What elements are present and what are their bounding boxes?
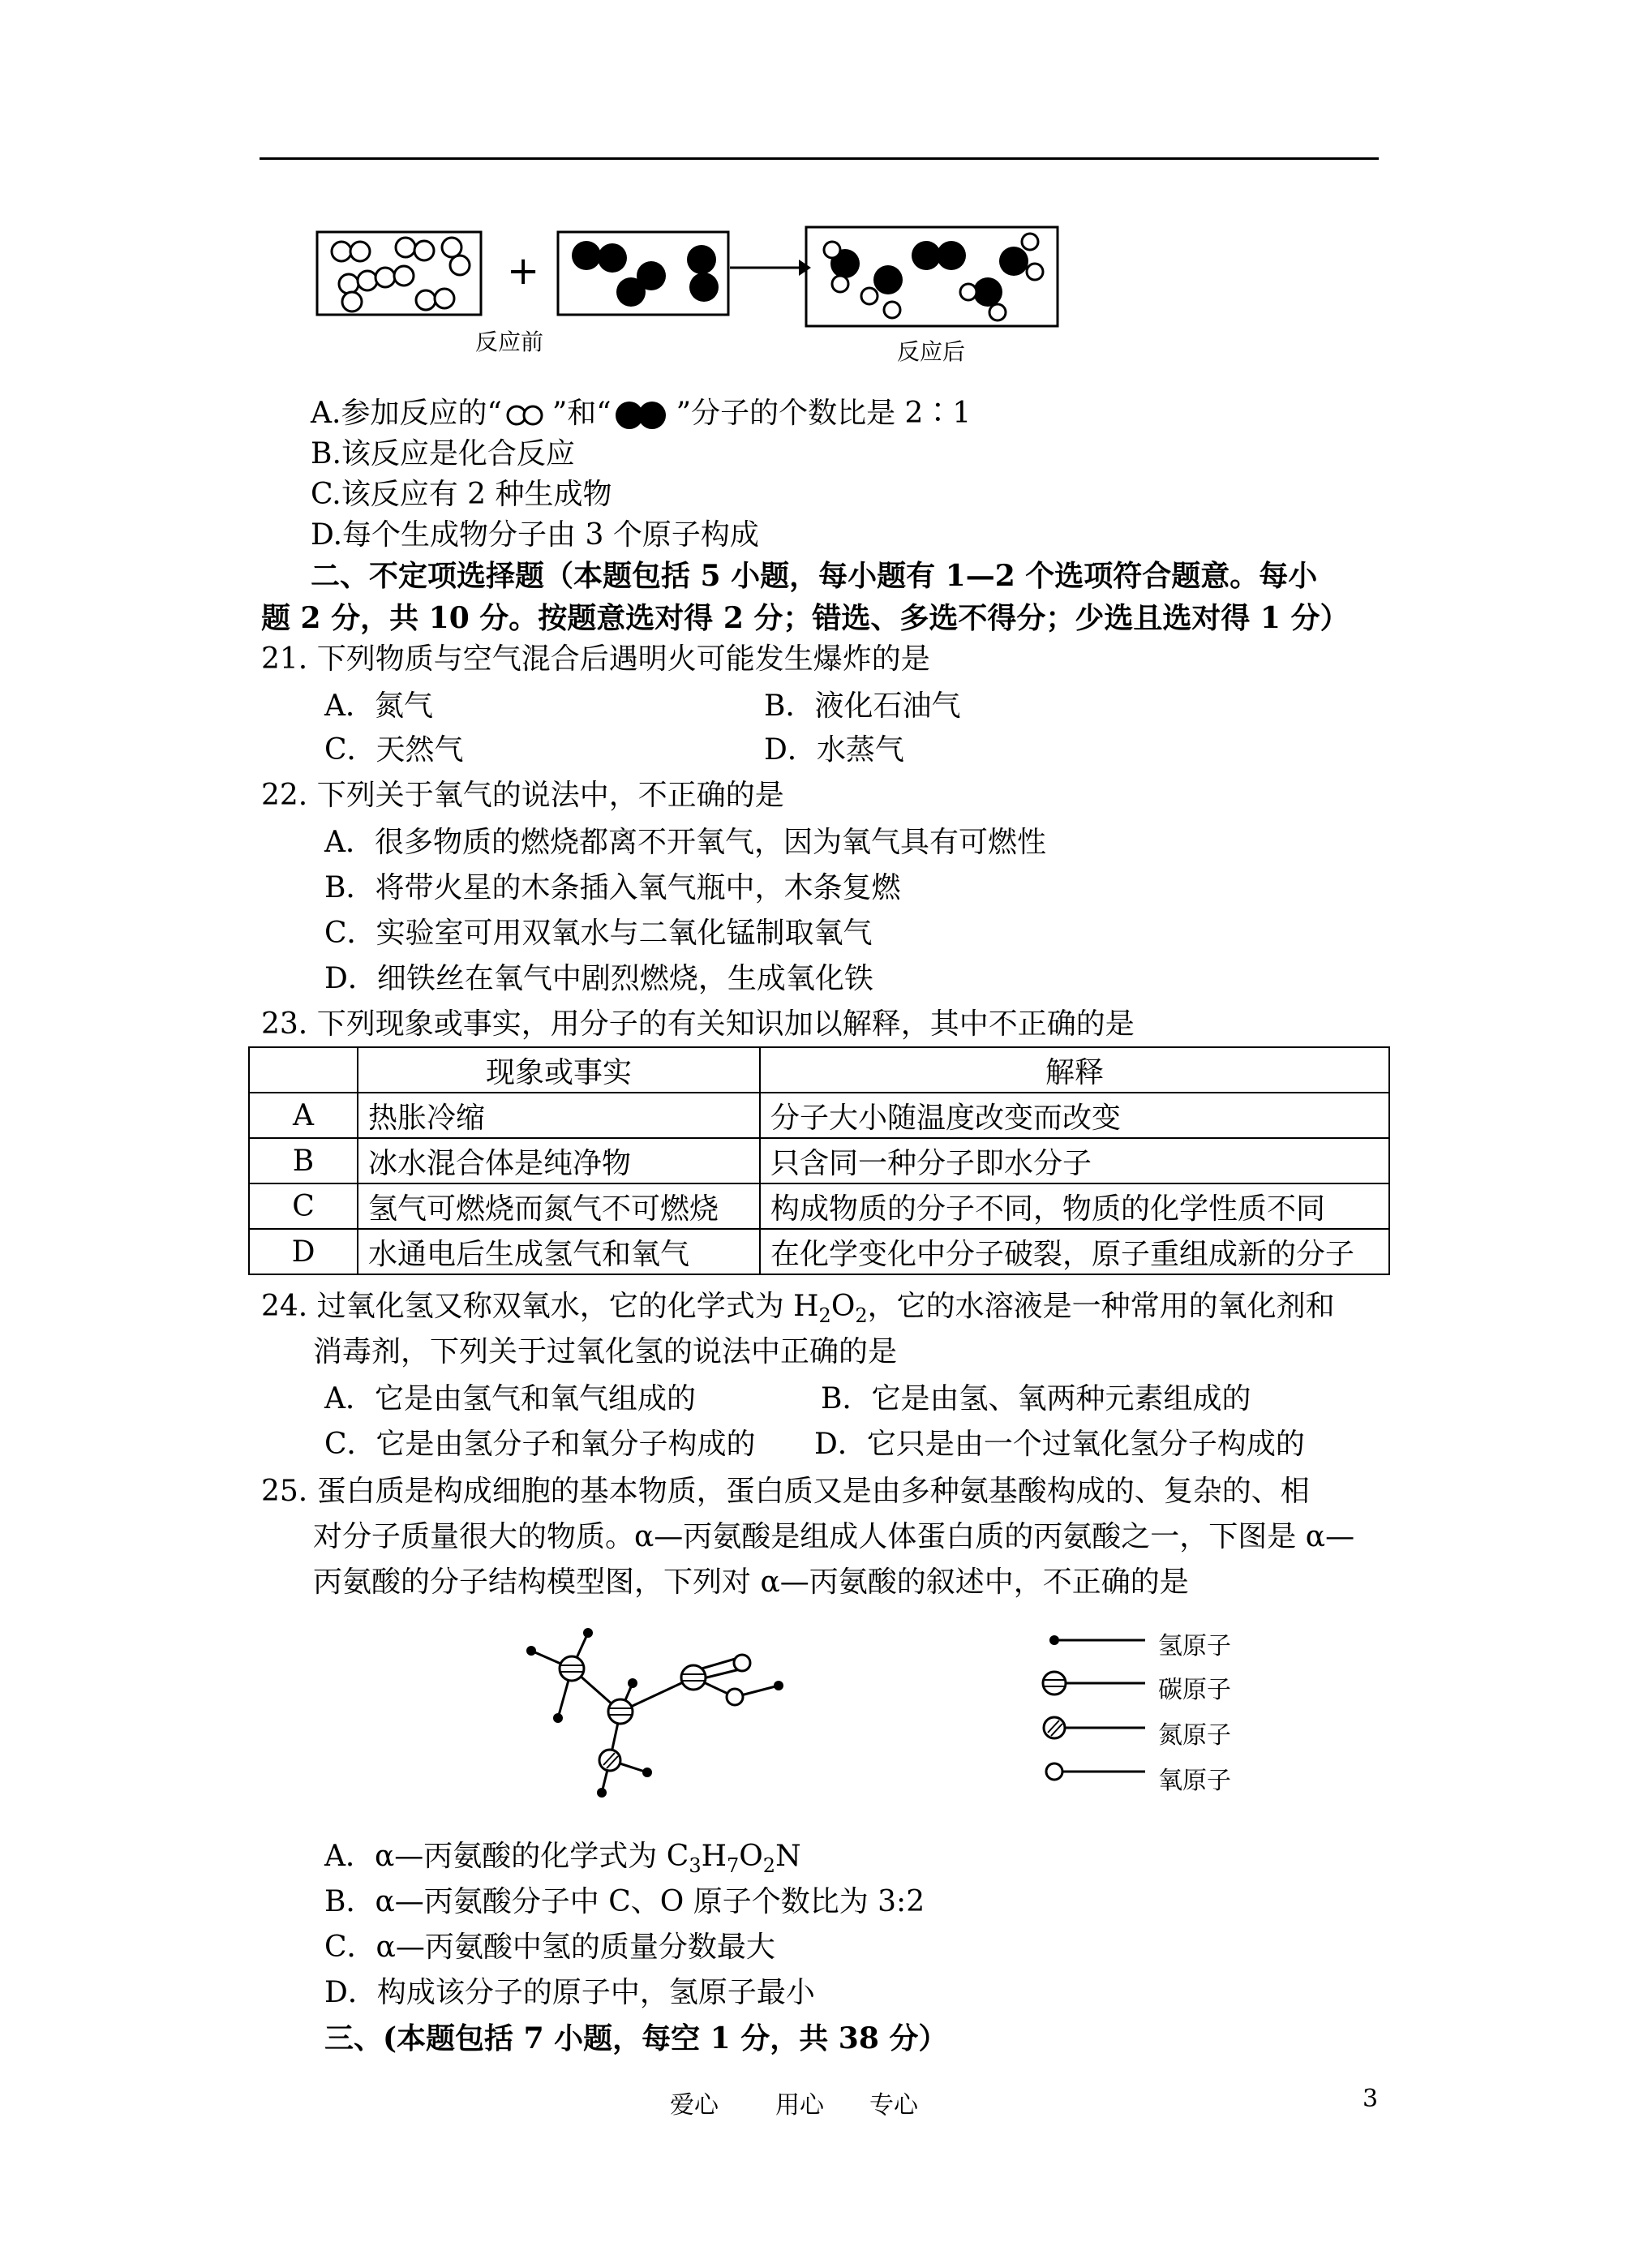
table-header-cell: 解释 [760, 1047, 1389, 1093]
q25-stem-line3: 丙氨酸的分子结构模型图，下列对 α—丙氨酸的叙述中，不正确的是 [313, 1566, 1189, 1599]
q22-stem: 22. 下列关于氧气的说法中，不正确的是 [261, 779, 784, 812]
q21-option-a: A．氮气 [324, 689, 433, 723]
footer-motto-2: 用心 [775, 2091, 824, 2120]
table-cell: 氢气可燃烧而氮气不可燃烧 [358, 1183, 760, 1229]
before-label: 反应前 [475, 329, 544, 355]
q20-option-a: A.参加反应的“ ”和“ ”分子的个数比是 2∶1 [311, 397, 972, 430]
section2-line2: 题 2 分，共 10 分。按题意选对得 2 分；错选、多选不得分；少选且选对得 1 分） [261, 601, 1350, 635]
q24-stem-line2: 消毒剂，下列关于过氧化氢的说法中正确的是 [313, 1335, 898, 1368]
q24-option-a: A．它是由氢气和氧气组成的 [324, 1382, 696, 1415]
q25-option-c: C．α—丙氨酸中氢的质量分数最大 [324, 1931, 775, 1964]
q23-stem: 23. 下列现象或事实，用分子的有关知识加以解释，其中不正确的是 [261, 1007, 1135, 1041]
legend-nitrogen: 氮原子 [1158, 1721, 1231, 1750]
q22-option-c: C．实验室可用双氧水与二氧化锰制取氧气 [324, 917, 873, 950]
table-cell: 构成物质的分子不同，物质的化学性质不同 [760, 1183, 1389, 1229]
q22-option-a: A．很多物质的燃烧都离不开氧气，因为氧气具有可燃性 [324, 826, 1046, 859]
q21-option-b: B．液化石油气 [764, 689, 961, 723]
table-cell: 只含同一种分子即水分子 [760, 1138, 1389, 1183]
table-cell: 分子大小随温度改变而改变 [760, 1093, 1389, 1138]
section3-heading: 三、(本题包括 7 小题，每空 1 分，共 38 分） [324, 2021, 948, 2055]
q21-option-d: D．水蒸气 [764, 733, 904, 767]
table-cell: 冰水混合体是纯净物 [358, 1138, 760, 1183]
q24-option-c: C．它是由氢分子和氧分子构成的 [324, 1428, 756, 1461]
legend-oxygen: 氧原子 [1158, 1767, 1231, 1795]
q20-option-b: B.该反应是化合反应 [311, 437, 575, 470]
table-header-cell: 现象或事实 [358, 1047, 760, 1093]
table-cell: 热胀冷缩 [358, 1093, 760, 1138]
q25-option-b: B．α—丙氨酸分子中 C、O 原子个数比为 3:2 [324, 1885, 925, 1918]
q22-option-d: D．细铁丝在氧气中剧烈燃烧，生成氧化铁 [324, 962, 873, 995]
footer-motto-3: 专心 [869, 2091, 918, 2120]
q24-option-d: D．它只是由一个过氧化氢分子构成的 [814, 1428, 1305, 1461]
q21-stem: 21. 下列物质与空气混合后遇明火可能发生爆炸的是 [261, 642, 930, 676]
q21-option-c: C．天然气 [324, 733, 464, 767]
table-cell: D [249, 1229, 358, 1274]
q25-stem-line2: 对分子质量很大的物质。α—丙氨酸是组成人体蛋白质的丙氨酸之一，下图是 α— [313, 1520, 1355, 1553]
table-cell: B [249, 1138, 358, 1183]
legend-hydrogen: 氢原子 [1158, 1632, 1231, 1660]
table-cell: C [249, 1183, 358, 1229]
svg-text:+: + [507, 248, 540, 294]
q25-option-d: D．构成该分子的原子中，氢原子最小 [324, 1976, 815, 2009]
legend-carbon: 碳原子 [1158, 1676, 1231, 1704]
molecule-legend [1043, 1635, 1145, 1780]
q25-stem-line1: 25. 蛋白质是构成细胞的基本物质，蛋白质又是由多种氨基酸构成的、复杂的、相 [261, 1475, 1310, 1508]
q25-option-a: A．α—丙氨酸的化学式为 $C_3H_7O_2N$ [324, 1840, 801, 1878]
q22-option-b: B．将带火星的木条插入氧气瓶中，木条复燃 [324, 871, 901, 904]
section2-line1: 二、不定项选择题（本题包括 5 小题，每小题有 1—2 个选项符合题意。每小 [311, 559, 1318, 593]
q24-option-b: B．它是由氢、氧两种元素组成的 [821, 1382, 1251, 1415]
after-label: 反应后 [897, 338, 966, 365]
table-cell: 水通电后生成氢气和氧气 [358, 1229, 760, 1274]
table-cell: A [249, 1093, 358, 1138]
table-cell: 在化学变化中分子破裂，原子重组成新的分子 [760, 1229, 1389, 1274]
footer-motto-1: 爱心 [670, 2091, 719, 2120]
page-number: 3 [1362, 2085, 1379, 2113]
q20-option-c: C.该反应有 2 种生成物 [311, 478, 612, 511]
q20-option-d: D.每个生成物分子由 3 个原子构成 [311, 518, 759, 552]
q24-stem-line1: 24. 过氧化氢又称双氧水，它的化学式为 $H_2O_2$，它的水溶液是一种常用的氧化剂和 [261, 1290, 1335, 1328]
